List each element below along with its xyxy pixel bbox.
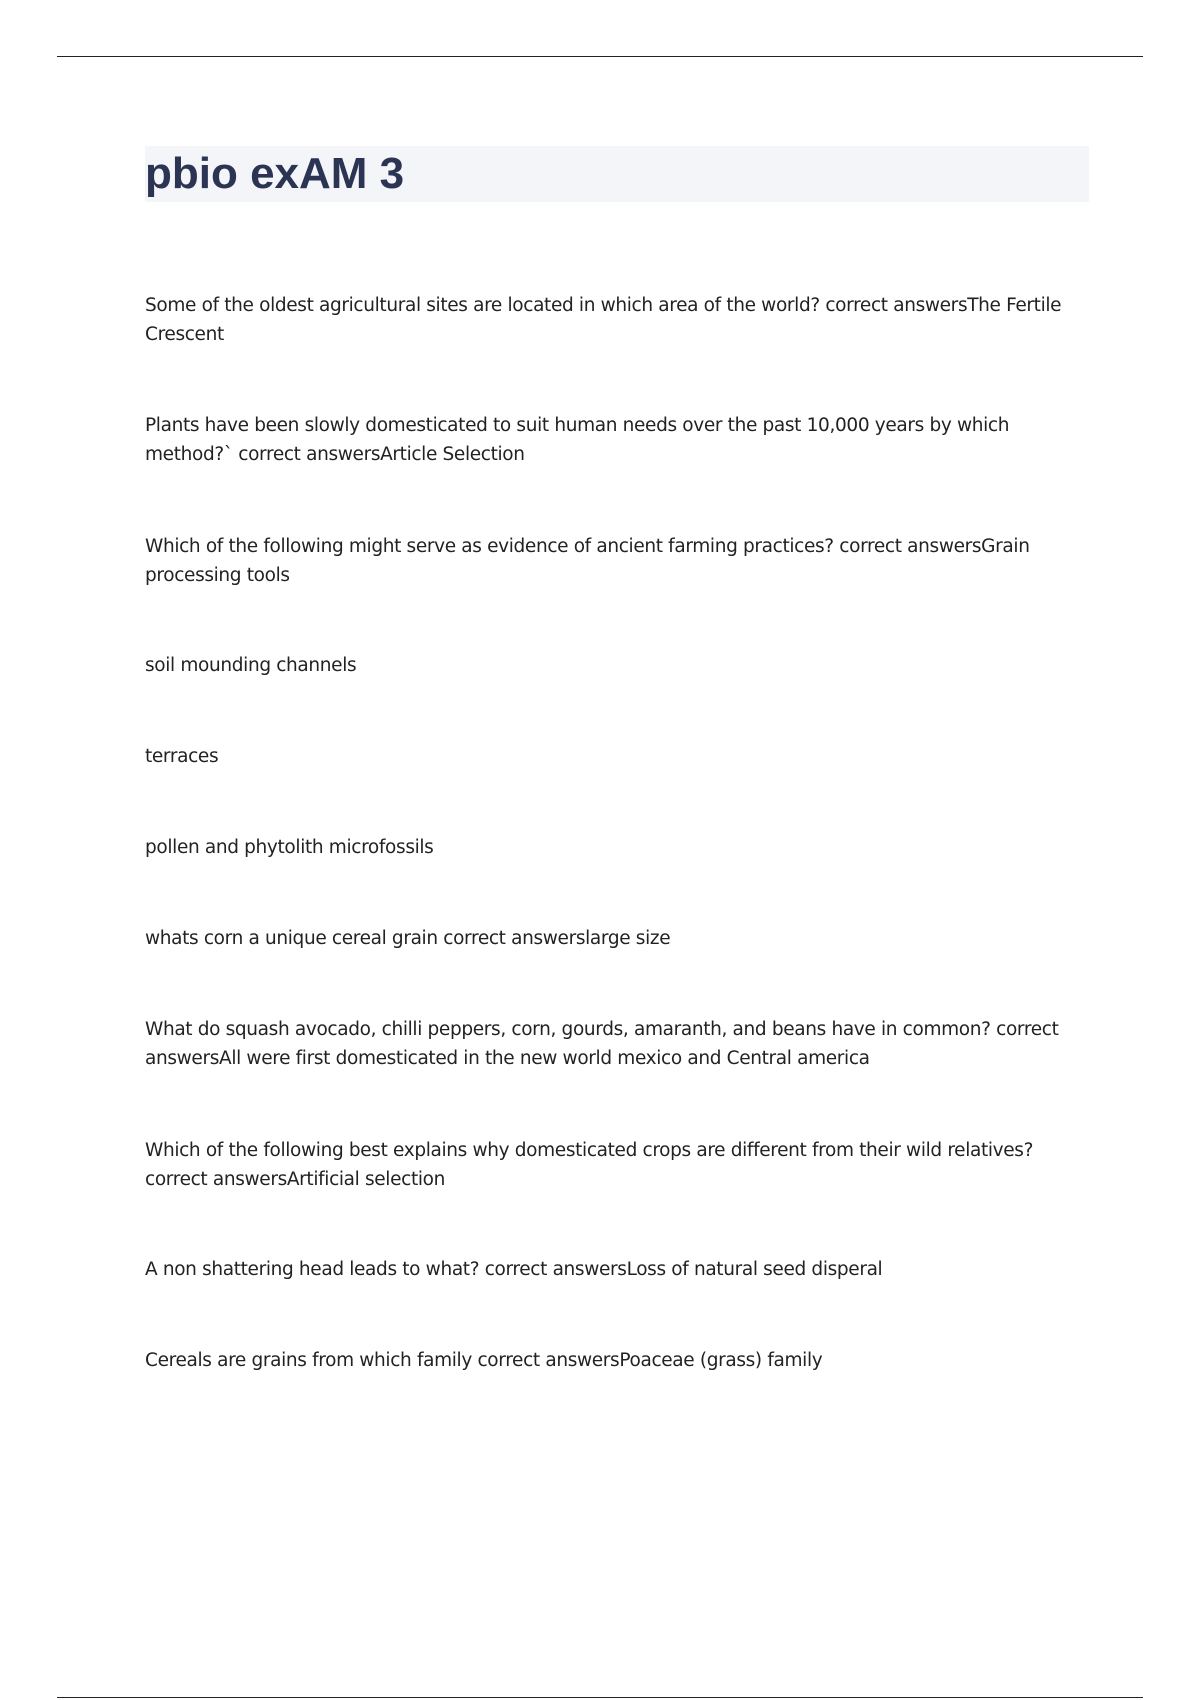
question-item: Cereals are grains from which family correct answersPoaceae (grass) family [145,1350,823,1371]
question-item: Plants have been slowly domesticated to suit human needs over the past 10,000 years by which method?` correct answersArticle Selection [145,415,1010,465]
question-item: Which of the following might serve as evidence of ancient farming practices? correct answersGrain processing tools [145,536,1030,586]
question-item: A non shattering head leads to what? correct answersLoss of natural seed disperal [145,1259,883,1280]
bottom-rule [57,1697,1143,1698]
question-item: terraces [145,746,219,767]
question-item: whats corn a unique cereal grain correct answerslarge size [145,928,671,949]
top-rule [57,56,1143,57]
question-item: soil mounding channels [145,655,357,676]
question-item: What do squash avocado, chilli peppers, corn, gourds, amaranth, and beans have in common? correct answersAll were first domesticated in the new world mexico and Central america [145,1019,1059,1069]
question-item: Some of the oldest agricultural sites are located in which area of the world? correct answersThe Fertile Crescent [145,295,1062,345]
question-item: pollen and phytolith microfossils [145,837,434,858]
question-item: Which of the following best explains why domesticated crops are different from their wild relatives? correct answersArtificial selection [145,1140,1034,1190]
page-title: pbio exAM 3 [145,149,405,198]
